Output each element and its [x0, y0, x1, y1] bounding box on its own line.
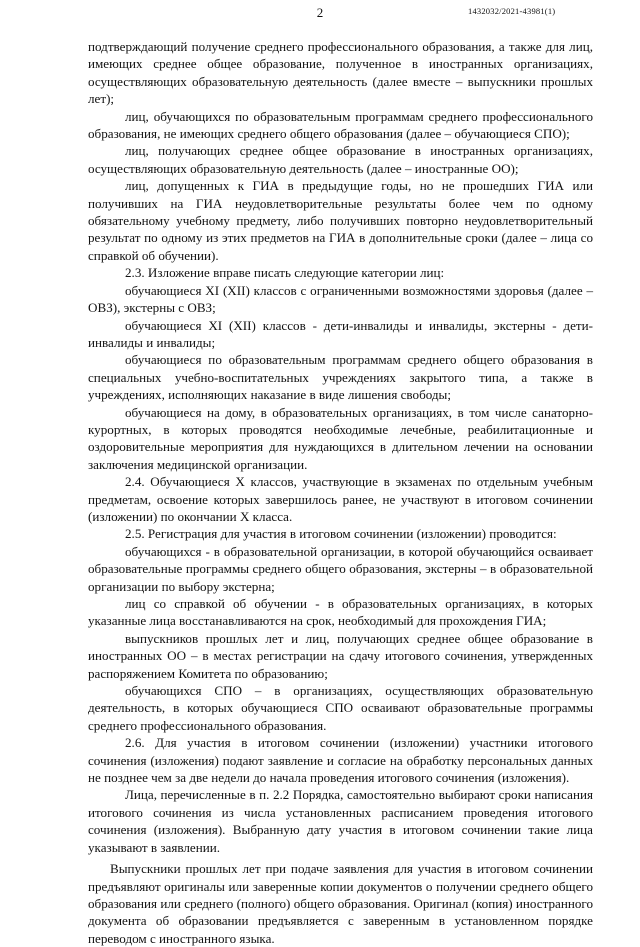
page-number: 2 [316, 5, 324, 20]
paragraph: выпускников прошлых лет и лиц, получающих среднее общее образование в иностранных ОО – в местах регистрации на сдачу итогового сочинения, утвержденных распоряжением Комитета по образованию; [88, 630, 593, 681]
paragraph: лиц, получающих среднее общее образование в иностранных организациях, осуществляющих образовательную деятельность (далее – иностранные ОО); [88, 143, 593, 176]
paragraph: обучающиеся XI (XII) классов - дети-инвалиды и инвалиды, экстерны - дети-инвалиды и инвалиды; [88, 317, 593, 350]
paragraph: Выпускники прошлых лет при подаче заявления для участия в итоговом сочинении предъявляют оригиналы или заверенные копии документов о получении среднего общего образования или среднего (полного) общего образования. Оригинал (копия) иностранного документа об образовании предъявляется с заверенным в установленном порядке переводом с иностранного языка. [88, 861, 593, 946]
paragraph: 2.5. Регистрация для участия в итоговом сочинении (изложении) проводится: [125, 526, 557, 542]
paragraph: обучающихся - в образовательной организации, в которой обучающийся осваивает образовательные программы среднего общего образования, экстерны – в образовательной организации по выбору экстерна; [88, 543, 593, 594]
document-reference-number: 1432032/2021-43981(1) [468, 6, 556, 16]
paragraph: обучающиеся по образовательным программам среднего общего образования в специальных учебно-воспитательных учреждениях закрытого типа, а также в учреждениях, исполняющих наказание в виде лишения свободы; [88, 352, 593, 403]
paragraph: 2.3. Изложение вправе писать следующие категории лиц: [125, 265, 445, 281]
paragraph: обучающиеся на дому, в образовательных организациях, в том числе санаторно-курортных, в которых проводятся необходимые лечебные, реабилитационные и оздоровительные мероприятия для нуждающихся в длительном лечении на основании заключения медицинской организации. [88, 404, 593, 472]
paragraph: лиц, допущенных к ГИА в предыдущие годы, но не прошедших ГИА или получивших на ГИА неудовлетворительные результаты более чем по одному обязательному учебному предмету, либо получивших повторно неудовлетворительный результат по одному из этих предметов на ГИА в дополнительные сроки (далее – лица со справкой об обучении). [88, 178, 593, 263]
paragraph: 2.6. Для участия в итоговом сочинении (изложении) участники итогового сочинения (изложения) подают заявление и согласие на обработку персональных данных не позднее чем за две недели до начала проведения итогового сочинения (изложения). [88, 735, 593, 786]
paragraph: подтверждающий получение среднего профессионального образования, а также для лиц, имеющих среднее общее образование, полученное в иностранных организациях, осуществляющих образовательную деятельность (далее вместе – выпускники прошлых лет); [88, 39, 593, 107]
paragraph: 2.4. Обучающиеся X классов, участвующие в экзаменах по отдельным учебным предметам, освоение которых завершилось ранее, не участвуют в итоговом сочинении (изложении) по окончании X класса. [88, 474, 593, 524]
paragraph: лиц, обучающихся по образовательным программам среднего профессионального образования, не имеющих среднего общего образования (далее – обучающиеся СПО); [88, 108, 593, 142]
document-body [88, 38, 593, 947]
paragraph: Лица, перечисленные в п. 2.2 Порядка, самостоятельно выбирают сроки написания итогового сочинения из числа установленных расписанием проведения итогового сочинения (изложения). Выбранную дату участия в итоговом сочинении такие лица указывают в заявлении. [88, 787, 593, 855]
paragraph: обучающихся СПО – в организациях, осуществляющих образовательную деятельность, в которых обучающиеся СПО осваивают образовательные программы среднего профессионального образования. [88, 683, 593, 733]
paragraph: лиц со справкой об обучении - в образовательных организациях, в которых указанные лица восстанавливаются на срок, необходимый для прохождения ГИА; [88, 596, 593, 629]
paragraph: обучающиеся XI (XII) классов с ограниченными возможностями здоровья (далее – ОВЗ), экстерны с ОВЗ; [88, 282, 593, 316]
